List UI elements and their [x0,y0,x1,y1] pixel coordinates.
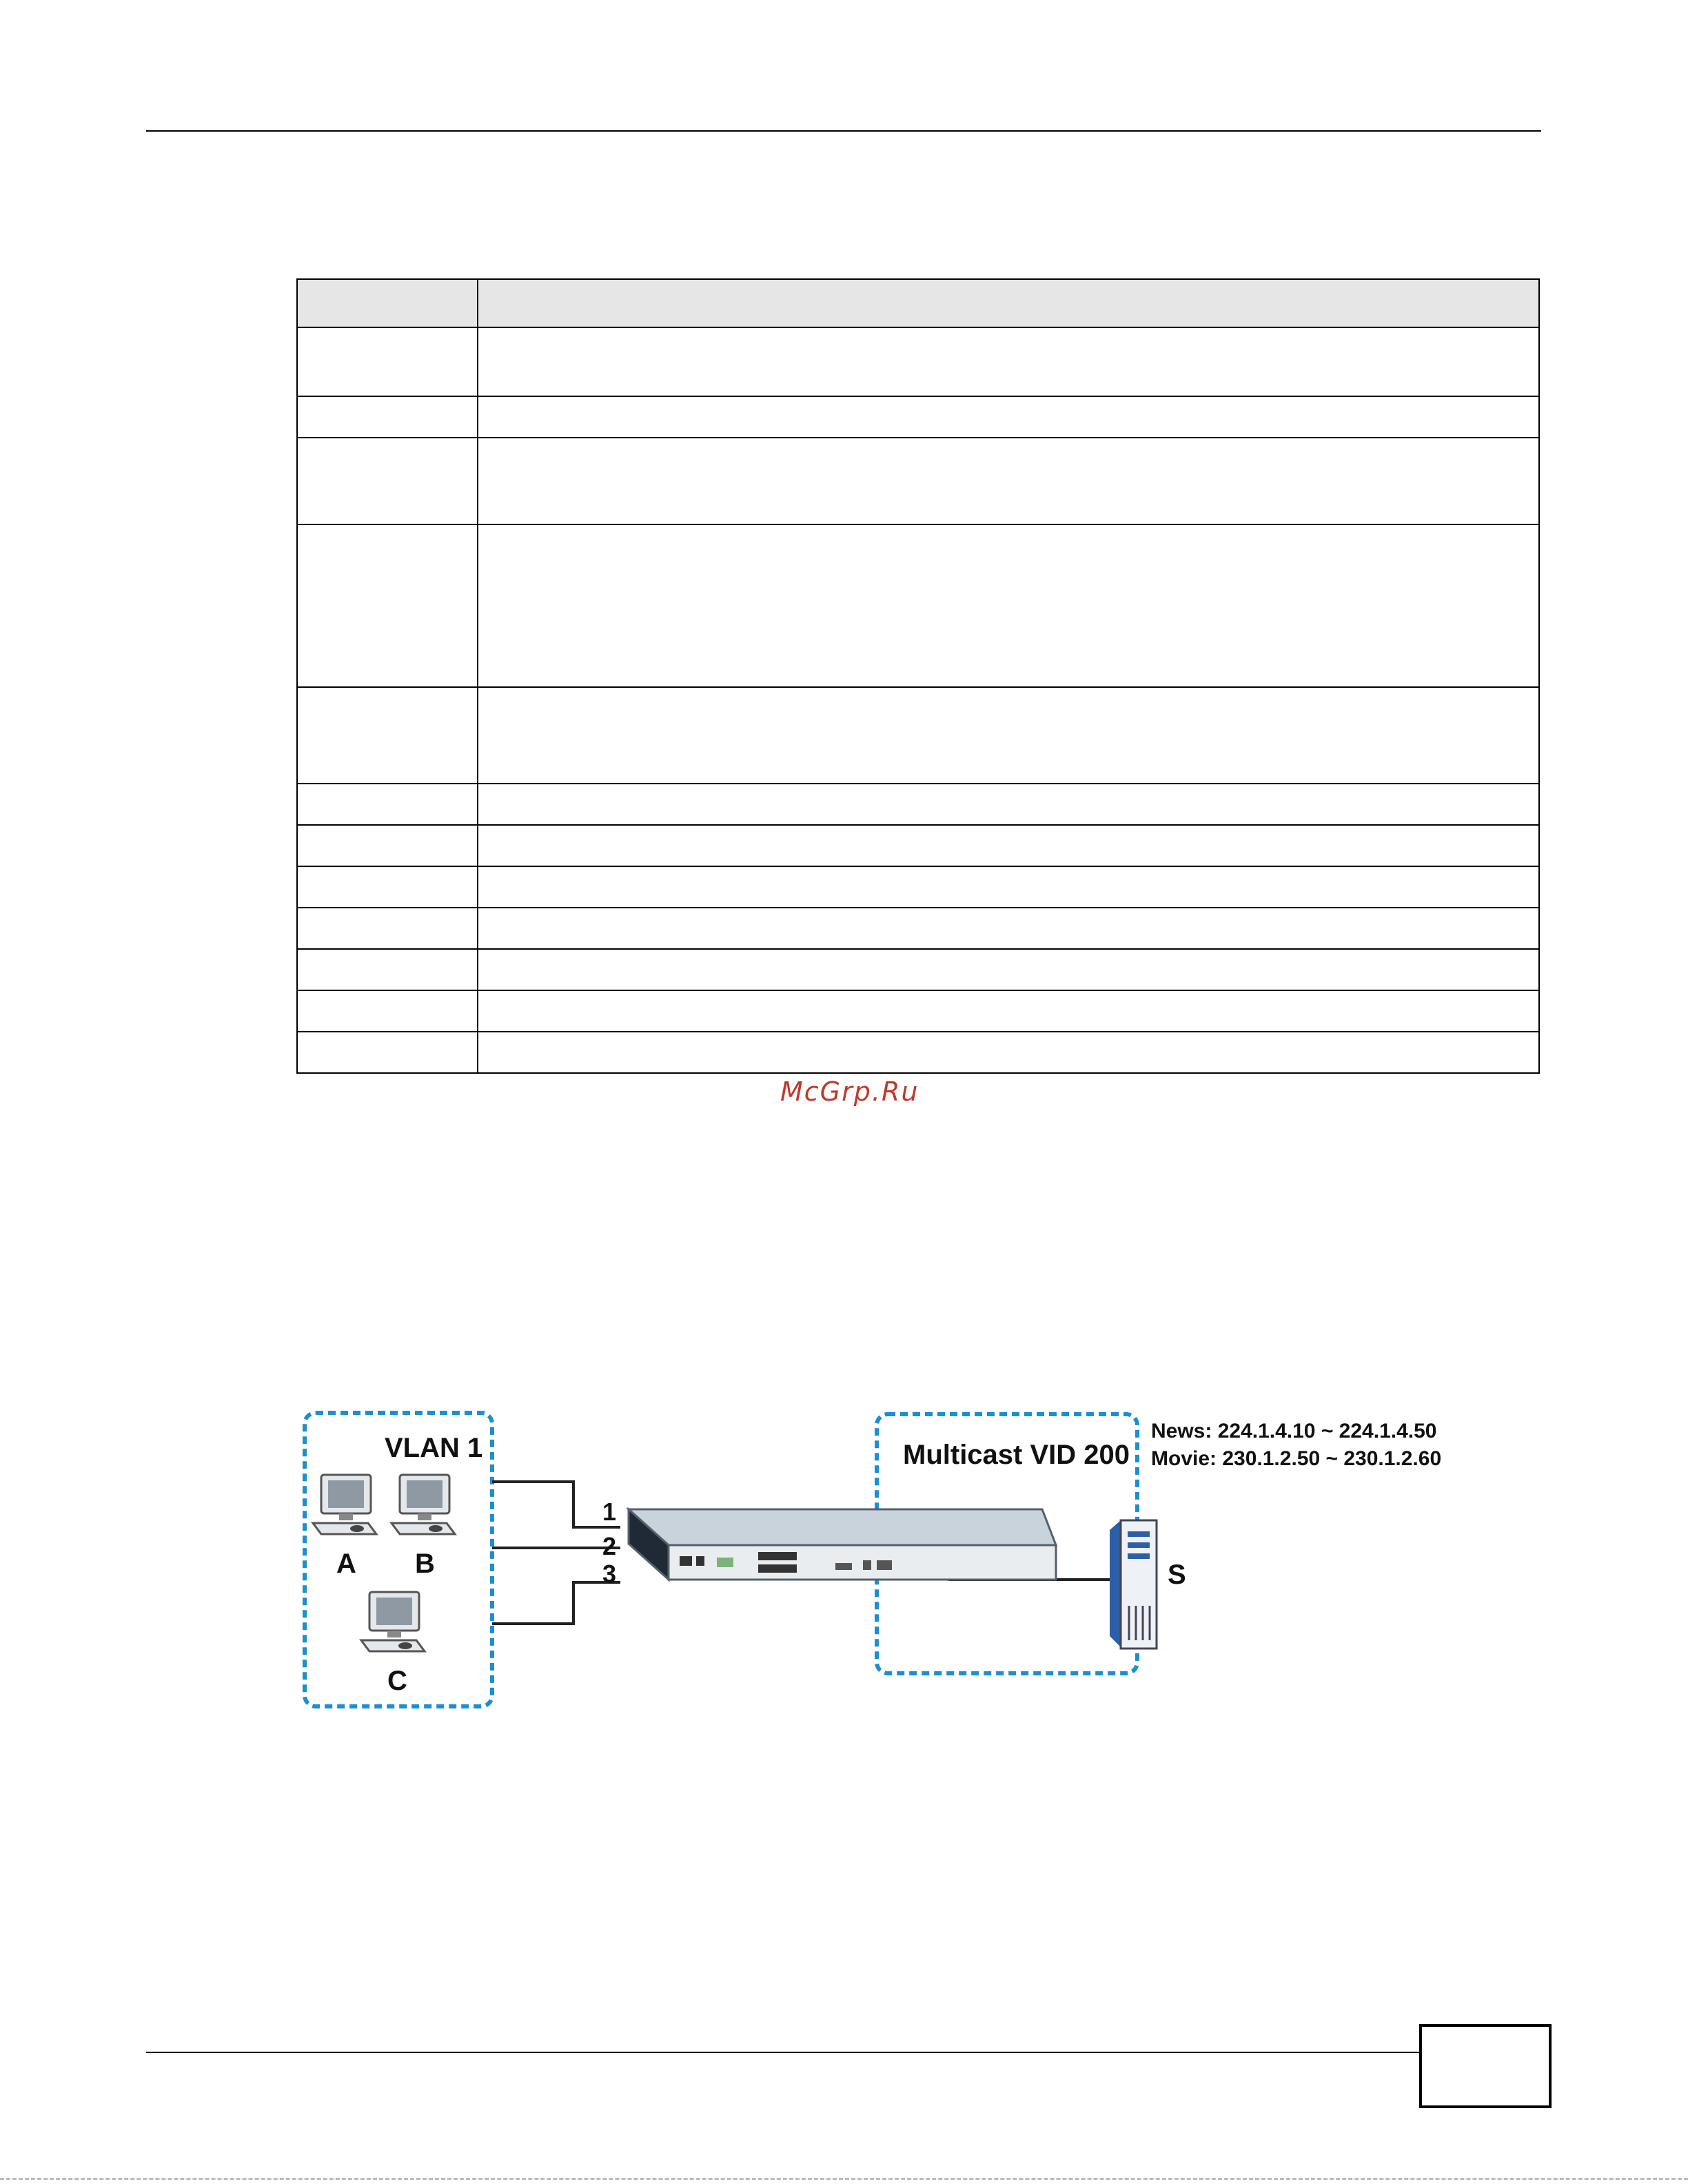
multicast-label: Multicast VID 200 [903,1440,1130,1470]
page-number-box [1419,2024,1552,2108]
port-3-label: 3 [602,1560,617,1588]
table-cell [478,990,1539,1032]
table-cell [478,524,1539,687]
switch-icon [629,1509,1056,1580]
movie-range: Movie: 230.1.2.50 ~ 230.1.2.60 [1151,1447,1442,1470]
table-row [297,949,1539,990]
table-cell [297,396,478,438]
settings-table [296,278,1540,1074]
table-cell [297,825,478,866]
header-rule [146,130,1541,132]
table-cell [297,687,478,784]
watermark: McGrp.Ru [780,1076,919,1107]
table-cell [297,1032,478,1073]
host-a-label: A [336,1549,356,1579]
port-2-label: 2 [602,1532,617,1560]
multicast-vlan-diagram [296,1399,1454,1730]
table-row [297,866,1539,908]
port-1-label: 1 [602,1498,617,1526]
table-cell [478,438,1539,524]
table-row [297,327,1539,396]
table-cell [297,438,478,524]
server-label: S [1168,1560,1186,1590]
table-header-label-cell [297,279,478,327]
table-header-row [297,279,1539,327]
table-cell [297,866,478,908]
computer-c-icon [361,1592,425,1651]
table-cell [478,396,1539,438]
news-range: News: 224.1.4.10 ~ 224.1.4.50 [1151,1420,1437,1442]
table-cell [478,825,1539,866]
table-row [297,687,1539,784]
table-cell [478,687,1539,784]
table-row [297,990,1539,1032]
table-cell [478,1032,1539,1073]
table-cell [478,866,1539,908]
table-cell [478,949,1539,990]
table-row [297,1032,1539,1073]
table-cell [478,327,1539,396]
table-cell [297,524,478,687]
table-row [297,524,1539,687]
host-b-label: B [415,1549,435,1579]
table-row [297,908,1539,949]
footer-rule [146,2052,1420,2053]
table-cell [297,784,478,825]
table-cell [297,908,478,949]
table-row [297,396,1539,438]
vlan-label: VLAN 1 [385,1433,483,1463]
table-cell [297,327,478,396]
table-cell [478,784,1539,825]
table-cell [478,908,1539,949]
page-edge-dashes [0,2178,1688,2180]
table-row [297,784,1539,825]
computer-a-icon [313,1475,376,1534]
table-cell [297,990,478,1032]
computer-b-icon [392,1475,455,1534]
table-cell [297,949,478,990]
host-c-label: C [387,1666,407,1696]
table-header-description-cell [478,279,1539,327]
table-row [297,825,1539,866]
server-icon [1110,1520,1157,1649]
table-row [297,438,1539,524]
